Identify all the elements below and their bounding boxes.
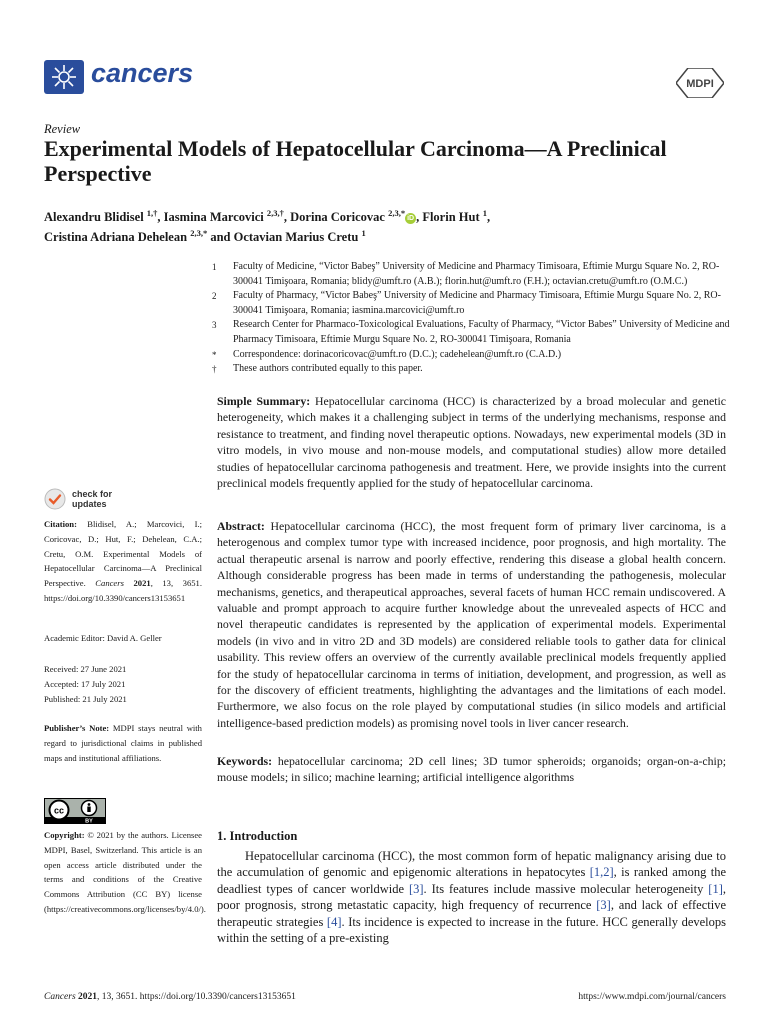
author-affil-mark: 1: [361, 228, 366, 239]
affiliation-text: Research Center for Pharmaco-Toxicological Evaluations, Faculty of Pharmacy, “Victor Babes” University of Medicine and Pharmacy Timisoara, Eftimie Murgu Square No. 2, RO-300041 Timişoara, Romania: [233, 319, 730, 345]
equal-contribution-text: These authors contributed equally to this paper.: [233, 363, 423, 375]
publisher-note-text: MDPI stays neutral with regard to jurisdictional claims in published maps and institutional affiliations.: [44, 723, 202, 763]
received-date: Received: 27 June 2021: [44, 664, 127, 674]
intro-text: , is ranked among the deadliest types of cancer worldwide: [217, 865, 726, 896]
intro-paragraph: [217, 848, 726, 946]
publisher-note-label: Publisher’s Note:: [44, 723, 110, 733]
correspondence-item: [212, 348, 732, 363]
abstract-label: Abstract:: [217, 519, 265, 533]
journal-name: cancers: [91, 58, 194, 88]
author-affil-mark: 1: [482, 208, 487, 218]
author-affil-mark: 1,†: [146, 208, 158, 218]
keywords: [217, 753, 726, 786]
check-for-updates-button[interactable]: [44, 486, 184, 512]
accepted-date: Accepted: 17 July 2021: [44, 678, 126, 689]
intro-text: , and lack of effective therapeutic strategies: [217, 898, 726, 929]
affiliation-mark: *: [212, 349, 217, 360]
affiliation-mark: †: [212, 364, 217, 375]
footer-journal: Cancers: [44, 992, 76, 1002]
citation-journal: Cancers: [95, 578, 124, 589]
intro-text: Hepatocellular carcinoma (HCC), the most common form of hepatic malignancy arising due to the accumulation of genomic and epigenomic alterations in hepatocytes: [217, 849, 726, 880]
author-name: Alexandru Blidisel: [44, 210, 144, 225]
reference-link[interactable]: [3]: [596, 898, 611, 913]
footer-doi[interactable]: , 13, 3651. https://doi.org/10.3390/cancers13153651: [97, 992, 296, 1002]
correspondence-text: Correspondence: dorinacoricovac@umft.ro (D.C.); cadehelean@umft.ro (C.A.D.): [233, 348, 562, 360]
academic-editor: Academic Editor: David A. Geller: [44, 633, 162, 643]
author-name: Octavian Marius Cretu: [233, 230, 359, 245]
orcid-icon[interactable]: iD: [407, 215, 415, 223]
simple-summary: [217, 393, 726, 491]
copyright-label: Copyright:: [44, 830, 85, 840]
reference-link[interactable]: [1,2]: [589, 865, 614, 880]
publisher-note: [44, 721, 202, 765]
affiliation-mark: 3: [212, 320, 217, 331]
check-updates-line: check for: [72, 489, 113, 499]
author-name: Dorina Coricovac: [290, 210, 385, 225]
affiliations: [212, 260, 732, 377]
copyright-notice: [44, 828, 206, 917]
section-heading: 1. Introduction: [217, 829, 298, 843]
affiliation-text: Faculty of Pharmacy, “Victor Babeş” University of Medicine and Pharmacy Timisoara, Eftimie Murgu Square No. 2, RO-300041 Timişoara, Romania; iasmina.marcovici@umft.ro: [233, 290, 721, 316]
keywords-label: Keywords:: [217, 754, 273, 768]
affiliation-mark: 2: [212, 291, 217, 302]
citation-block: [44, 517, 202, 606]
keywords-text: hepatocellular carcinoma; 2D cell lines; 3D tumor spheroids; organoids; organ-on-a-chip; mouse models; in silico; machine learning; artificial intelligence algorithms: [217, 754, 727, 785]
journal-logo-icon: [44, 60, 84, 94]
author-name: Florin Hut: [422, 210, 480, 225]
citation-year: 2021: [123, 578, 151, 589]
intro-text: , poor prognosis, strong metastatic capacity, high frequency of recurrence: [217, 881, 726, 913]
intro-text: . Its features include massive molecular heterogeneity: [423, 881, 709, 896]
reference-link[interactable]: [3]: [408, 881, 424, 896]
affiliation-item: [212, 318, 732, 347]
simple-summary-label: Simple Summary:: [217, 394, 311, 408]
article-title: Experimental Models of Hepatocellular Carcinoma—A Preclinical Perspective: [44, 136, 667, 186]
author-affil-mark: 2,3,†: [266, 208, 284, 218]
author-name: Cristina Adriana Dehelean: [44, 230, 188, 245]
journal-url-link[interactable]: https://www.mdpi.com/journal/cancers: [578, 992, 726, 1002]
author-list: Alexandru Blidisel $^{1,\dagger}$, Iasmina Marcovici $^{2,3,\dagger}$, Dorina Coricovac $^{2,3,*}$iD , Florin Hut $^1$, Cristina Adriana Dehelean $^{2,3,*}$ and Octavian Marius Cretu $^1$: [44, 208, 491, 245]
affiliation-item: [212, 289, 732, 318]
reference-link[interactable]: [1]: [708, 881, 723, 896]
publisher-name: MDPI: [686, 78, 714, 90]
check-updates-label: [72, 489, 112, 509]
copyright-text: © 2021 by the authors. Licensee MDPI, Basel, Switzerland. This article is an open access article distributed under the terms and conditions of the Creative Commons Attribution (CC BY) license (https://creativecommons.org/licenses/by/4.0/).: [44, 830, 206, 914]
footer-citation: [44, 992, 296, 1002]
check-updates-line: updates: [72, 499, 107, 509]
citation-label: Citation:: [44, 519, 77, 529]
publication-dates: [44, 662, 202, 706]
mdpi-logo-icon: [676, 68, 724, 98]
equal-contribution-item: [212, 362, 732, 377]
author-affil-mark: 2,3,*: [190, 228, 208, 239]
check-updates-icon: [44, 488, 66, 510]
abstract: [217, 518, 726, 731]
affiliation-item: [212, 260, 732, 289]
citation-doi[interactable]: , 13, 3651. https://doi.org/10.3390/cancers13153651: [44, 578, 202, 603]
cc-by-label: BY: [85, 818, 93, 824]
author-affil-mark: 2,3,*: [388, 208, 406, 218]
footer-year: 2021: [75, 992, 98, 1002]
svg-text:cc: cc: [53, 805, 65, 816]
simple-summary-text: Hepatocellular carcinoma (HCC) is characterized by a broad molecular and genetic heterogeneity, which makes it a challenging subject in terms of the underlying mechanisms, response and resistance to treatment, and finding novel therapeutic options. Nowadays, new experimental models (3D in vitro models, in vivo mouse and non-mouse models, and computational studies) allow more detailed studies of hepatocellular carcinoma pathogenesis and treatment. Here, we provide insights into the current preclinical models frequently applied for the study of hepatocellular carcinoma.: [217, 394, 726, 491]
abstract-text: Hepatocellular carcinoma (HCC), the most frequent form of primary liver carcinoma, is a heterogenous and complex tumor type with increased incidence, poor prognosis, and high mortality. The actual therapeutic arsenal is narrow and poorly effective, rendering this disease a global health concern. Although considerable progress has been made in terms of understanding the pathogenesis, molecular mechanisms, genetics, and therapeutical approaches, several facets of human HCC remain undiscovered. A valuable and prompt approach to acquire further knowledge about the unrevealed aspects of HCC and novel therapeutic candidates is represented by the application of experimental models. Experimental models (in vivo and in vitro 2D and 3D models) are considered reliable tools to gather data for clinical usability. This review offers an overview of the currently available preclinical models frequently applied for the study of hepatocellular carcinoma in terms of initiation, development, and progression, as well as for the discovery of efficient treatments, highlighting the advantages and the limitations of each model. Furthermore, we also focus on the role played by computational studies (in silico models and artificial intelligence-based prediction models) as promising novel tools in liver cancer research.: [217, 519, 727, 730]
article-type: Review: [44, 122, 81, 136]
citation-text: Blidisel, A.; Marcovici, I.; Coricovac, D.; Hut, F.; Dehelean, C.A.; Cretu, O.M. Experimental Models of Hepatocellular Carcinoma—A Preclinical Perspective.: [44, 519, 202, 589]
author-name: Iasmina Marcovici: [163, 210, 264, 225]
cc-by-license-icon[interactable]: [44, 798, 106, 824]
affiliation-text: Faculty of Medicine, “Victor Babeş” University of Medicine and Pharmacy Timisoara, Eftimie Murgu Square No. 2, RO-300041 Timişoara, Romania; blidy@umft.ro (A.B.); florin.hut@umft.ro (F.H.); octavian.cretu@umft.ro (O.M.C.): [233, 261, 720, 287]
reference-link[interactable]: [4]: [326, 914, 342, 929]
intro-text: . Its incidence is expected to increase in the future. HCC generally develops within the setting of a pre-existing: [217, 914, 726, 946]
published-date: Published: 21 July 2021: [44, 693, 127, 704]
affiliation-mark: 1: [212, 262, 217, 272]
